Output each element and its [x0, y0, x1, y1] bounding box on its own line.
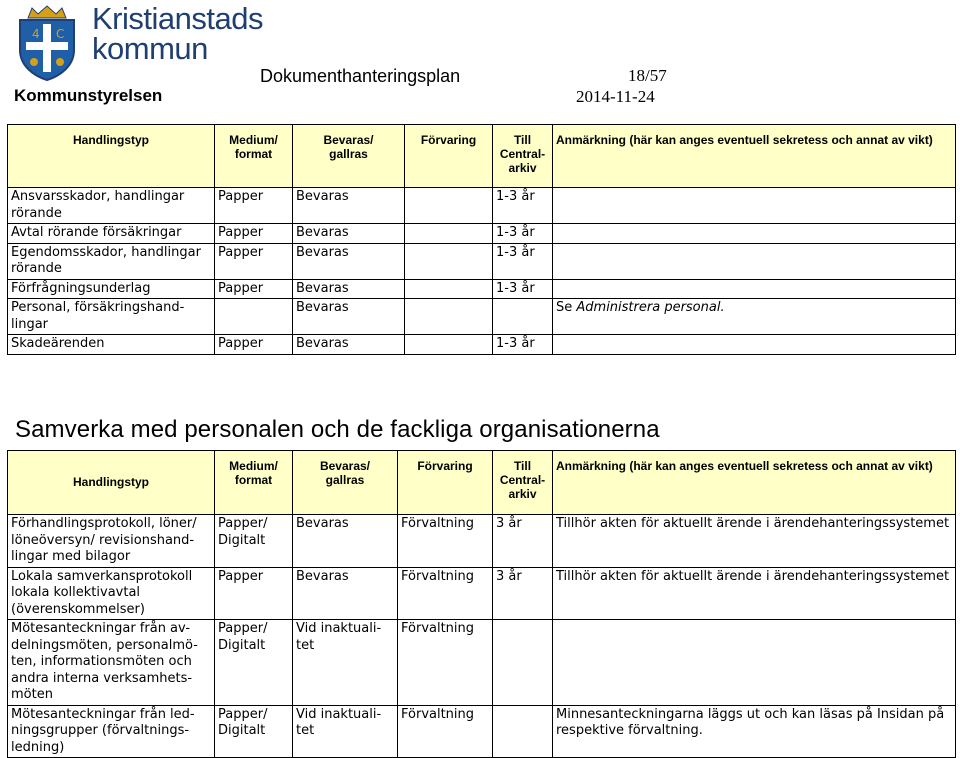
cell-type: Avtal rörande försäkringar [8, 224, 215, 244]
col-header-medium: Medium/ format [215, 125, 293, 188]
cell-bevaras: Bevaras [293, 224, 405, 244]
cell-remark: Tillhör akten för aktuellt ärende i ärendehanteringssystemet [553, 515, 956, 568]
cell-remark [553, 620, 956, 706]
cell-remark [553, 188, 956, 224]
cell-remark [553, 299, 956, 335]
cell-type: Ansvarsskador, handlingar rörande [8, 188, 215, 224]
records-table-insurance [7, 124, 956, 355]
table-row [8, 188, 956, 224]
cell-till: 1-3 år [493, 188, 553, 224]
cell-forvaring [405, 224, 493, 244]
col-header-till: Till Central- arkiv [493, 451, 553, 515]
table-header-row [8, 451, 956, 515]
cell-medium: Papper/ Digitalt [215, 620, 293, 706]
organization-name [92, 1, 263, 66]
cell-forvaring [405, 299, 493, 335]
cell-till [493, 705, 553, 758]
svg-text:4: 4 [32, 27, 40, 41]
cell-bevaras: Bevaras [293, 335, 405, 355]
cell-bevaras: Bevaras [293, 188, 405, 224]
cell-type: Egendomsskador, handlingar rörande [8, 243, 215, 279]
col-header-remark: Anmärkning (här kan anges eventuell sekretess och annat av vikt) [553, 451, 956, 515]
svg-text:C: C [56, 27, 65, 41]
cell-medium: Papper [215, 335, 293, 355]
cell-till: 1-3 år [493, 243, 553, 279]
document-date: 2014-11-24 [576, 87, 655, 106]
cell-type: Personal, försäkringshand- lingar [8, 299, 215, 335]
cell-bevaras: Bevaras [293, 299, 405, 335]
cell-till: 1-3 år [493, 335, 553, 355]
cell-bevaras: Bevaras [293, 279, 405, 299]
section-title: Samverka med personalen och de fackliga organisationerna [15, 416, 660, 443]
remark-prefix: Se [556, 300, 577, 315]
cell-forvaring [405, 335, 493, 355]
cell-remark [553, 224, 956, 244]
col-header-till: Till Central- arkiv [493, 125, 553, 188]
table-row [8, 620, 956, 706]
table-row [8, 279, 956, 299]
col-header-forvaring: Förvaring [398, 451, 493, 515]
cell-bevaras: Bevaras [293, 243, 405, 279]
cell-type: Förhandlingsprotokoll, löner/ löneöversyn/ revisionshand- lingar med bilagor [8, 515, 215, 568]
cell-medium: Papper/ Digitalt [215, 705, 293, 758]
cell-medium: Papper [215, 243, 293, 279]
records-table-collaboration [7, 450, 956, 758]
cell-medium: Papper [215, 279, 293, 299]
table-row [8, 243, 956, 279]
cell-type: Förfrågningsunderlag [8, 279, 215, 299]
table-row [8, 335, 956, 355]
col-header-forvaring: Förvaring [405, 125, 493, 188]
cell-bevaras: Vid inaktuali- tet [293, 620, 398, 706]
cell-medium: Papper/ Digitalt [215, 515, 293, 568]
cell-remark: Tillhör akten för aktuellt ärende i ärendehanteringssystemet [553, 567, 956, 620]
cell-remark: Minnesanteckningarna läggs ut och kan läsas på Insidan på respektive förvaltning. [553, 705, 956, 758]
cell-till [493, 620, 553, 706]
cell-type: Lokala samverkansprotokoll lokala kollektivavtal (överenskommelser) [8, 567, 215, 620]
cell-bevaras: Bevaras [293, 567, 398, 620]
remark-reference: Administrera personal. [576, 300, 725, 315]
page-number: 18/57 [628, 66, 667, 85]
coat-of-arms-icon [14, 4, 80, 82]
col-header-type: Handlingstyp [8, 125, 215, 188]
col-header-bevaras: Bevaras/ gallras [293, 451, 398, 515]
table-row [8, 224, 956, 244]
cell-type: Skadeärenden [8, 335, 215, 355]
cell-medium: Papper [215, 224, 293, 244]
cell-till: 3 år [493, 515, 553, 568]
document-title: Dokumenthanteringsplan [260, 66, 461, 86]
org-line-1: Kristianstads [92, 1, 263, 36]
cell-type: Mötesanteckningar från av- delningsmöten, personalmö- ten, informationsmöten och andra interna verksamhets- möten [8, 620, 215, 706]
cell-remark [553, 243, 956, 279]
cell-type: Mötesanteckningar från led- ningsgrupper (förvaltnings- ledning) [8, 705, 215, 758]
cell-bevaras: Vid inaktuali- tet [293, 705, 398, 758]
cell-forvaring [405, 279, 493, 299]
col-header-medium: Medium/ format [215, 451, 293, 515]
cell-forvaring [405, 188, 493, 224]
cell-forvaring: Förvaltning [398, 567, 493, 620]
table-row [8, 515, 956, 568]
cell-till: 3 år [493, 567, 553, 620]
cell-medium [215, 299, 293, 335]
cell-medium: Papper [215, 188, 293, 224]
org-line-2: kommun [92, 31, 208, 66]
cell-forvaring: Förvaltning [398, 705, 493, 758]
table-row [8, 299, 956, 335]
table-header-row [8, 125, 956, 188]
table-row [8, 705, 956, 758]
cell-medium: Papper [215, 567, 293, 620]
table-row [8, 567, 956, 620]
cell-forvaring [405, 243, 493, 279]
col-header-remark: Anmärkning (här kan anges eventuell sekretess och annat av vikt) [553, 125, 956, 188]
cell-forvaring: Förvaltning [398, 515, 493, 568]
cell-remark [553, 335, 956, 355]
cell-remark [553, 279, 956, 299]
col-header-bevaras: Bevaras/ gallras [293, 125, 405, 188]
cell-till: 1-3 år [493, 224, 553, 244]
cell-till: 1-3 år [493, 279, 553, 299]
cell-till [493, 299, 553, 335]
cell-forvaring: Förvaltning [398, 620, 493, 706]
department-name: Kommunstyrelsen [14, 86, 163, 105]
col-header-type: Handlingstyp [8, 451, 215, 515]
cell-bevaras: Bevaras [293, 515, 398, 568]
